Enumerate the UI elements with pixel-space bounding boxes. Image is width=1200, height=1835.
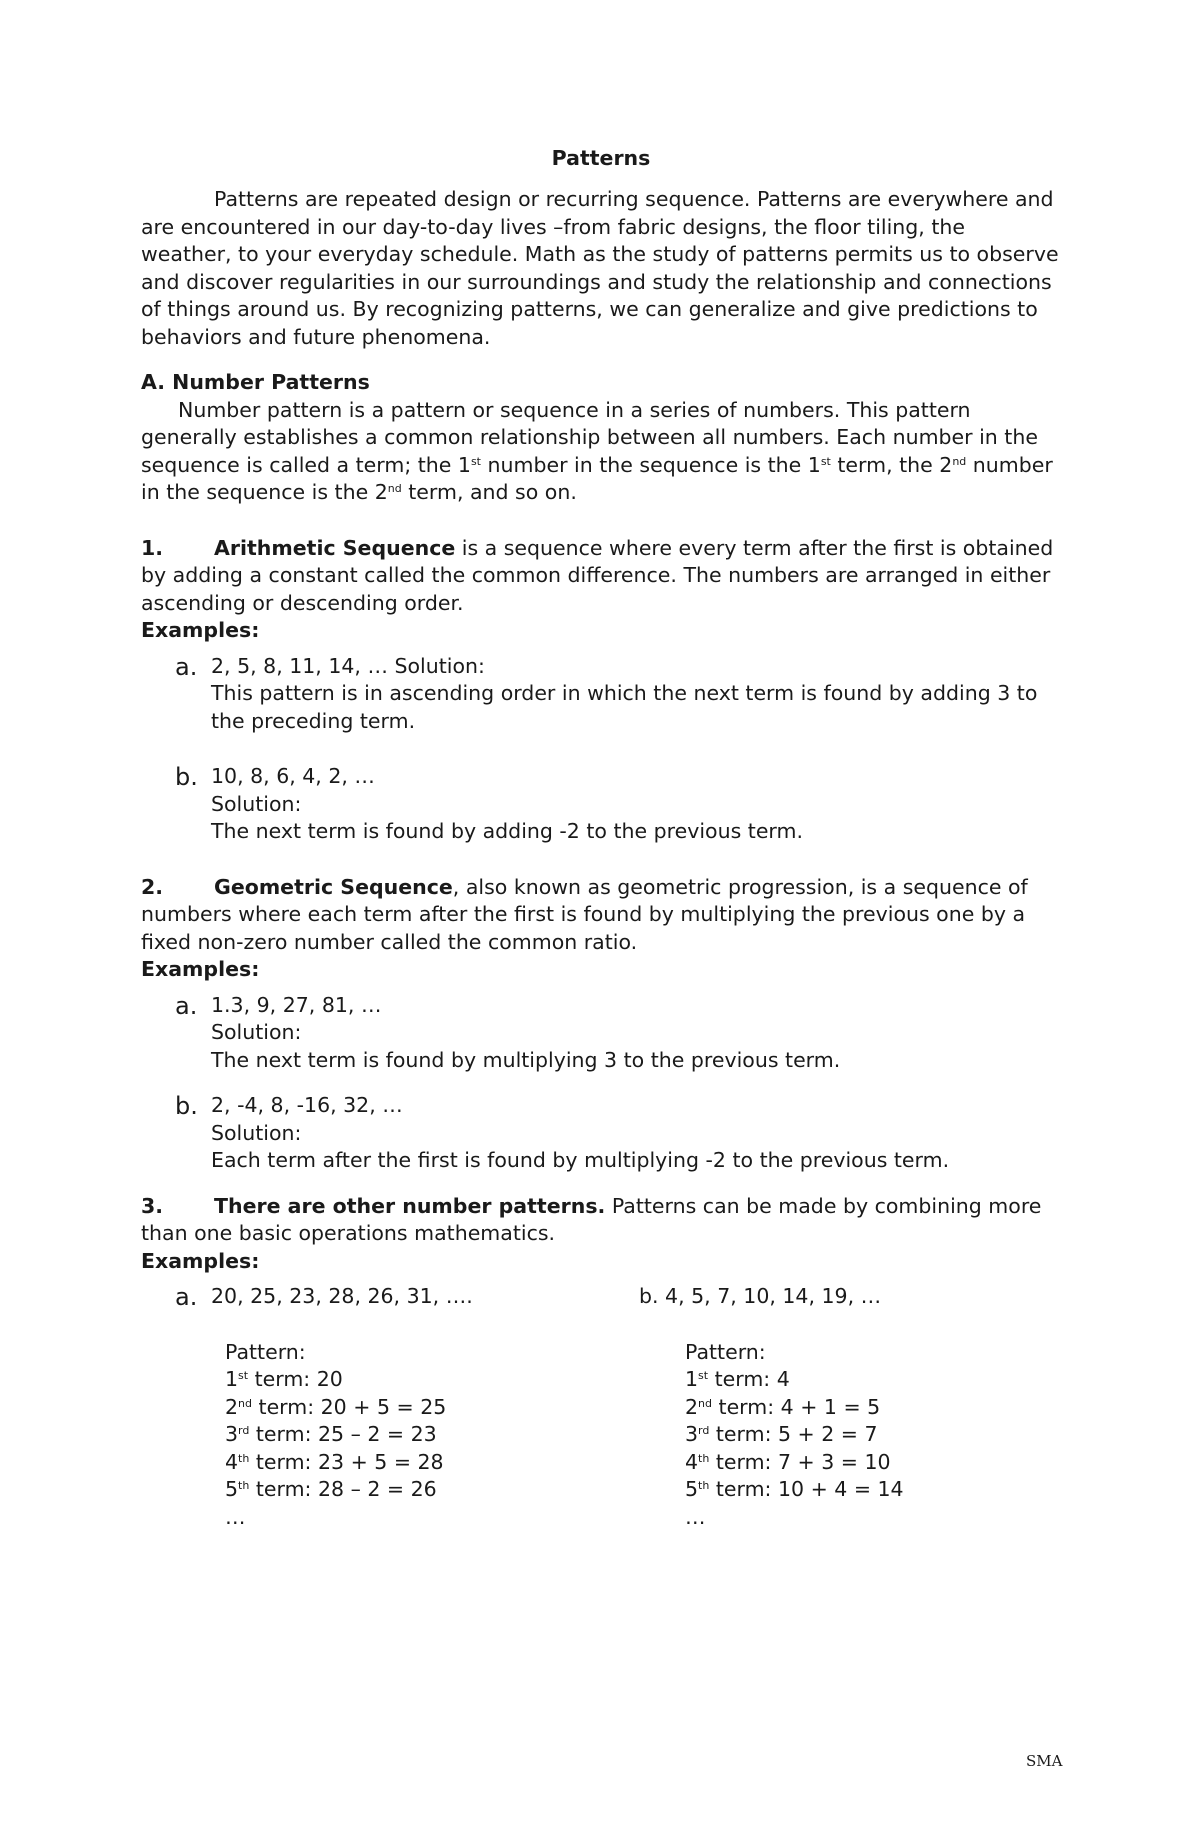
term-ordinal-suffix: nd (238, 1396, 253, 1410)
pattern-term-line (685, 1394, 1039, 1422)
item-term: Arithmetic Sequence (214, 535, 456, 560)
term-ordinal-number: 2 (685, 1394, 699, 1419)
example-solution: The next term is found by adding -2 to the previous term. (211, 819, 803, 843)
term-ordinal-suffix: st (698, 1369, 709, 1382)
footer-initials: SMA (1026, 1752, 1063, 1770)
pattern-term-line (225, 1476, 639, 1504)
example-sequence: b. 4, 5, 7, 10, 14, 19, … (639, 1284, 882, 1308)
np-sup-3: nd (952, 454, 967, 468)
example-letter: a. (175, 652, 198, 681)
np-sup-1: st (470, 454, 481, 468)
pattern-term-line (225, 1449, 639, 1477)
intro-paragraph: Patterns are repeated design or recurring sequence. Patterns are everywhere and are encountered in our day-to-day lives –from fabric designs, the floor tiling, the weather, to your everyday schedule. Math as the study of patterns permits us to observe and discover regularities in our surroundings and study the relationship and connections of things around us. By recognizing patterns, we can generalize and give predictions to behaviors and future phenomena. (141, 187, 1059, 349)
term-ordinal-number: 4 (225, 1449, 239, 1474)
example-item (141, 763, 1061, 846)
example-sequence: 2, 5, 8, 11, 14, … Solution: (211, 653, 485, 678)
term-ordinal-suffix: rd (698, 1424, 710, 1437)
term-ordinal-suffix: th (698, 1479, 710, 1492)
term-ordinal-number: 5 (225, 1477, 239, 1501)
term-expression: term: 5 + 2 = 7 (709, 1422, 878, 1446)
example-column-a (141, 1283, 639, 1531)
term-ordinal-number: 1 (225, 1367, 239, 1391)
term-expression: term: 23 + 5 = 28 (249, 1449, 444, 1474)
example-solution: This pattern is in ascending order in which the next term is found by adding 3 to the preceding term. (211, 681, 1038, 733)
example-sequence: 10, 8, 6, 4, 2, … (211, 764, 375, 788)
term-ordinal-number: 4 (685, 1449, 699, 1474)
term-ordinal-suffix: rd (238, 1424, 250, 1437)
examples-label: Examples: (141, 957, 260, 981)
geometric-sequence-paragraph (141, 874, 1061, 957)
pattern-ellipsis: … (685, 1504, 706, 1529)
term-expression: term: 7 + 3 = 10 (709, 1449, 891, 1474)
document-page (141, 145, 1061, 1531)
example-solution-label: Solution: (211, 1020, 302, 1044)
item-description: Patterns can be made by combining more than one basic operations mathematics. (141, 1193, 1042, 1245)
item-description: , also known as geometric progression, is a sequence of numbers where each term after the first is found by multiplying the previous one by a fixed non-zero number called the common ratio. (141, 874, 1028, 954)
example-sequence: 1.3, 9, 27, 81, … (211, 992, 382, 1017)
item-number: 2. (141, 874, 164, 899)
term-ordinal-suffix: nd (698, 1396, 713, 1410)
np-text-3: term, the 2 (830, 452, 953, 477)
example-column-b (639, 1283, 1039, 1531)
term-ordinal-suffix: th (238, 1479, 250, 1492)
pattern-block-a (211, 1339, 639, 1532)
term-expression: term: 10 + 4 = 14 (709, 1477, 904, 1501)
section-heading-number-patterns: A. Number Patterns (141, 370, 370, 394)
term-expression: term: 25 – 2 = 23 (249, 1422, 437, 1446)
example-solution-label: Solution: (211, 791, 302, 816)
pattern-term-line (685, 1449, 1039, 1477)
example-item (141, 992, 1061, 1075)
pattern-lines (225, 1366, 639, 1504)
other-examples-grid (141, 1283, 1061, 1531)
item-term: Geometric Sequence (214, 874, 453, 899)
example-item (141, 653, 1061, 736)
page-title: Patterns (551, 146, 651, 170)
np-sup-2: st (820, 454, 831, 468)
item-number: 1. (141, 535, 164, 560)
example-solution-label: Solution: (211, 1120, 302, 1145)
examples-label: Examples: (141, 1248, 260, 1273)
other-patterns-paragraph (141, 1193, 1061, 1248)
pattern-term-line (685, 1421, 1039, 1449)
pattern-label: Pattern: (685, 1339, 766, 1364)
np-text-4: number in the sequence is the 2 (141, 452, 1053, 504)
example-letter: a. (175, 1283, 198, 1311)
term-ordinal-number: 1 (685, 1367, 699, 1391)
item-description: is a sequence where every term after the first is obtained by adding a constant called the common difference. The numbers are arranged in either ascending or descending order. (141, 535, 1054, 615)
term-ordinal-number: 3 (685, 1422, 699, 1446)
term-expression: term: 4 + 1 = 5 (712, 1394, 881, 1419)
term-expression: term: 28 – 2 = 26 (249, 1477, 437, 1501)
np-text-1: Number pattern is a pattern or sequence in a series of numbers. This pattern generally establishes a common relationship between all numbers. Each number in the sequence is called a term; the 1 (141, 397, 1038, 477)
pattern-term-line (685, 1476, 1039, 1504)
number-patterns-paragraph (141, 397, 1061, 507)
pattern-term-line (225, 1366, 639, 1394)
example-letter: a. (175, 991, 198, 1020)
term-expression: term: 20 (248, 1367, 343, 1391)
example-sequence: 2, -4, 8, -16, 32, … (211, 1093, 403, 1117)
example-item (141, 1092, 1061, 1175)
term-ordinal-number: 5 (685, 1477, 699, 1501)
example-letter: b. (175, 1092, 198, 1120)
term-ordinal-suffix: th (698, 1451, 710, 1465)
np-text-2: number in the sequence is the 1 (481, 452, 821, 477)
pattern-term-line (685, 1366, 1039, 1394)
term-expression: term: 20 + 5 = 25 (252, 1394, 447, 1419)
term-ordinal-number: 2 (225, 1394, 239, 1419)
pattern-lines (685, 1366, 1039, 1504)
np-sup-4: nd (387, 482, 402, 495)
example-solution: The next term is found by multiplying 3 to the previous term. (211, 1047, 841, 1072)
example-solution: Each term after the first is found by multiplying -2 to the previous term. (211, 1148, 950, 1172)
pattern-term-line (225, 1421, 639, 1449)
example-letter: b. (175, 763, 198, 791)
term-expression: term: 4 (708, 1367, 790, 1391)
example-sequence: 20, 25, 23, 28, 26, 31, …. (211, 1284, 473, 1308)
item-term: There are other number patterns. (214, 1193, 606, 1218)
term-ordinal-suffix: th (238, 1451, 250, 1465)
pattern-label: Pattern: (225, 1339, 306, 1364)
item-number: 3. (141, 1193, 164, 1218)
arithmetic-sequence-paragraph (141, 535, 1061, 618)
pattern-block-b (639, 1339, 1039, 1532)
pattern-term-line (225, 1394, 639, 1422)
np-text-5: term, and so on. (401, 480, 577, 504)
pattern-ellipsis: … (225, 1504, 246, 1529)
examples-label: Examples: (141, 618, 260, 642)
term-ordinal-number: 3 (225, 1422, 239, 1446)
term-ordinal-suffix: st (238, 1369, 249, 1382)
